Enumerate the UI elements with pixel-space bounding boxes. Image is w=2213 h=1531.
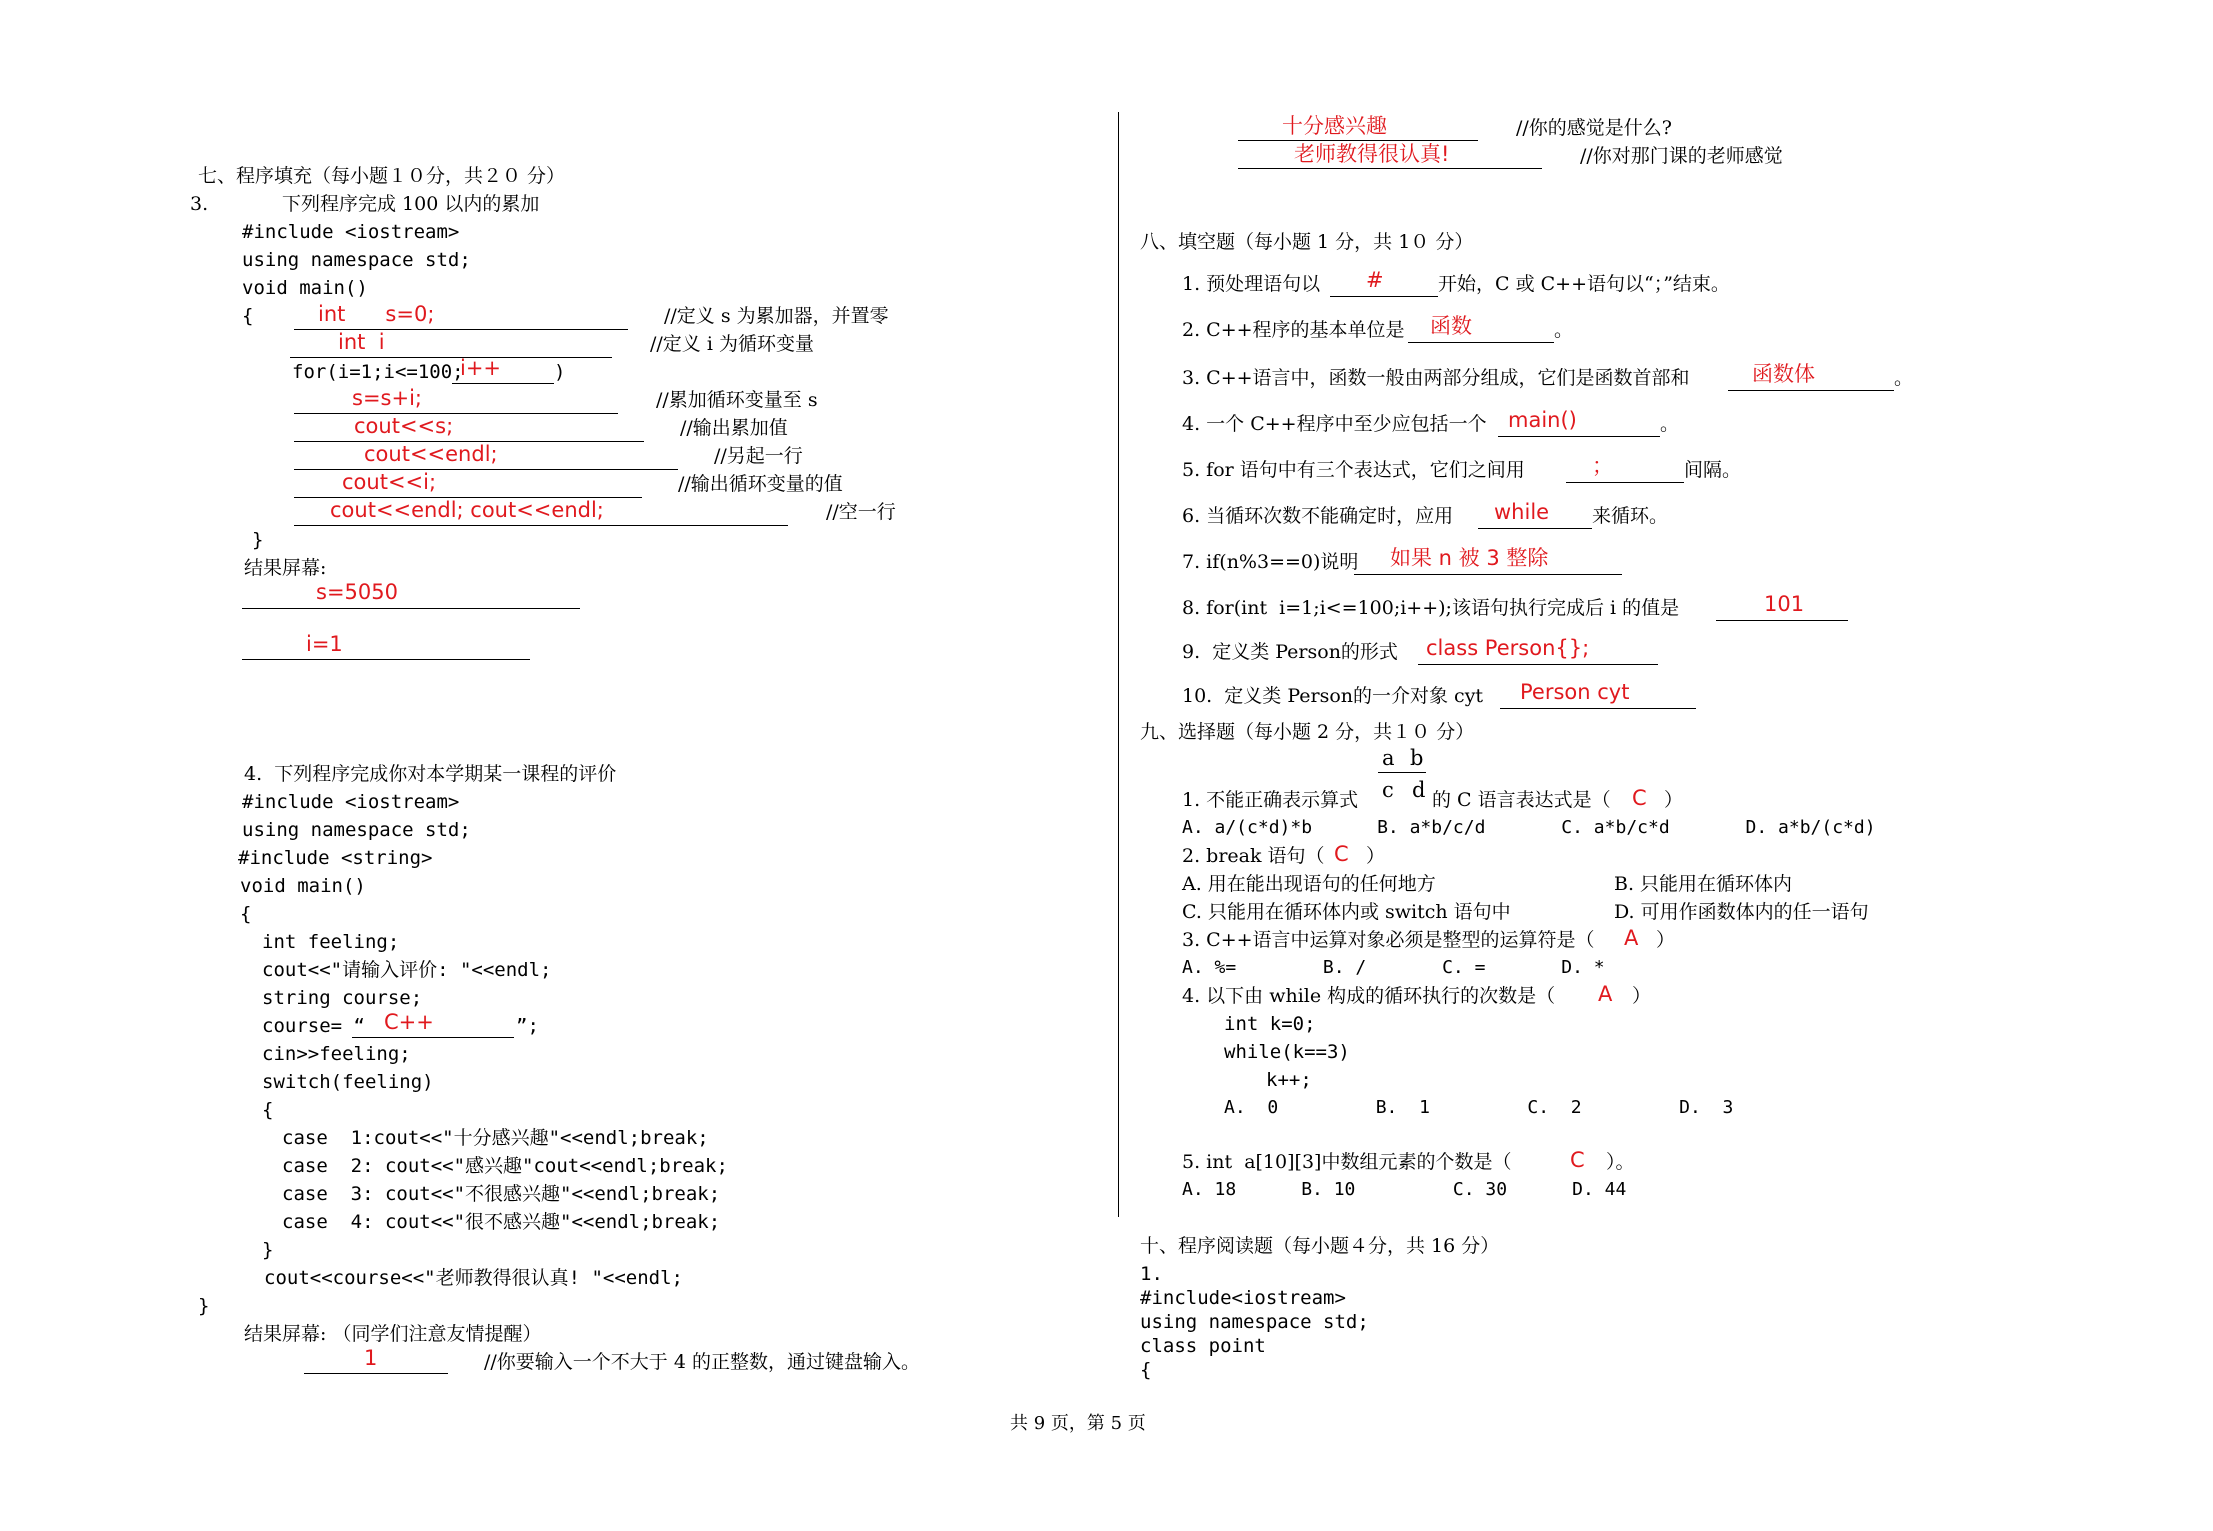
fill-4-text: 4. 一个 C++程序中至少应包括一个 (1182, 413, 1487, 435)
screen-label: 结果屏幕: （同学们注意友情提醒） (244, 1323, 542, 1345)
answer-underline (352, 1037, 514, 1038)
fill-5-text: 5. for 语句中有三个表达式，它们之间用 (1182, 459, 1525, 481)
code-line: using namespace std; (1140, 1311, 1369, 1333)
answer-3: i++ (460, 356, 502, 380)
fill-10-text: 10. 定义类 Person的一介对象 cyt (1182, 685, 1484, 707)
code-line: ) (554, 361, 566, 383)
answer-6: cout<<endl; (364, 442, 498, 466)
answer-underline (304, 1373, 448, 1374)
fill-2-text-end: 。 (1554, 319, 1574, 341)
fill-7-answer: 如果 n 被 3 整除 (1390, 546, 1549, 570)
choice-2-option-a: A. 用在能出现语句的任何地方 (1182, 873, 1436, 895)
choice-2-option-d: D. 可用作函数体内的任一语句 (1614, 901, 1869, 923)
code-comment: //空一行 (826, 501, 896, 523)
answer-underline (1478, 528, 1592, 529)
answer-course: C++ (384, 1010, 434, 1034)
code-line: ”; (516, 1015, 539, 1037)
section-7-title: 七、程序填充（每小题１０分，共２０ 分） (198, 165, 566, 187)
code-line: #include <string> (238, 847, 433, 869)
code-line: using namespace std; (242, 819, 471, 841)
answer-1: int s=0; (318, 302, 435, 326)
code-comment: //你要输入一个不大于 4 的正整数，通过键盘输入。 (484, 1351, 920, 1373)
fraction-d: d (1412, 778, 1426, 802)
top-answer-2: 老师教得很认真! (1294, 142, 1450, 166)
fill-3-text-end: 。 (1894, 367, 1914, 389)
column-divider (1118, 112, 1119, 1217)
fill-2-answer: 函数 (1430, 314, 1472, 338)
choice-4-options: A. 0 B. 1 C. 2 D. 3 (1224, 1097, 1734, 1118)
fill-7-text: 7. if(n%3==0)说明 (1182, 551, 1359, 573)
q4-description: 4. 下列程序完成你对本学期某一课程的评价 (244, 763, 617, 785)
answer-underline (1330, 296, 1438, 297)
code-line: int k=0; (1224, 1013, 1316, 1035)
answer-8: cout<<endl; cout<<endl; (330, 498, 604, 522)
code-comment: //累加循环变量至 s (656, 389, 818, 411)
fill-9-answer: class Person{}; (1426, 636, 1590, 660)
fill-5-text-end: 间隔。 (1684, 459, 1742, 481)
choice-1-text-end: ） (1664, 789, 1684, 811)
code-line: while(k==3) (1224, 1041, 1350, 1063)
code-line: int feeling; (262, 931, 400, 953)
answer-underline (1498, 436, 1660, 437)
choice-2-text: 2. break 语句（ (1182, 845, 1325, 867)
q3-description: 下列程序完成 100 以内的累加 (282, 193, 540, 215)
choice-3-options: A. %= B. / C. = D. * (1182, 957, 1605, 978)
answer-underline (1354, 574, 1622, 575)
choice-3-text-end: ） (1656, 929, 1676, 951)
code-line: case 2: cout<<"感兴趣"cout<<endl;break; (282, 1155, 728, 1177)
code-line: case 1:cout<<"十分感兴趣"<<endl;break; (282, 1127, 709, 1149)
code-line: 1. (1140, 1263, 1163, 1285)
choice-2-option-c: C. 只能用在循环体内或 switch 语句中 (1182, 901, 1511, 923)
q3-number: 3. (190, 193, 209, 215)
code-line: { (240, 903, 252, 925)
screen-output-1: s=5050 (316, 580, 398, 604)
code-line: } (262, 1239, 274, 1261)
answer-underline (1500, 708, 1696, 709)
answer-underline (294, 525, 788, 526)
answer-underline (1566, 482, 1684, 483)
code-line: void main() (240, 875, 366, 897)
code-comment: //定义 i 为循环变量 (650, 333, 814, 355)
choice-5-text: 5. int a[10][3]中数组元素的个数是（ (1182, 1151, 1512, 1173)
fill-4-text-end: 。 (1660, 413, 1680, 435)
fill-3-answer: 函数体 (1752, 362, 1815, 386)
fill-6-text-end: 来循环。 (1592, 505, 1669, 527)
answer-underline (1238, 140, 1478, 141)
code-line: { (242, 305, 254, 327)
code-line: } (198, 1295, 210, 1317)
answer-underline (1238, 168, 1542, 169)
code-line: } (252, 529, 264, 551)
code-line: string course; (262, 987, 423, 1009)
fill-1-text-end: 开始，C 或 C++语句以“；”结束。 (1438, 273, 1730, 295)
section-8-title: 八、填空题（每小题 1 分，共 1０ 分） (1140, 231, 1474, 253)
screen-output-2: i=1 (306, 632, 343, 656)
fill-9-text: 9. 定义类 Person的形式 (1182, 641, 1398, 663)
code-line: cout<<course<<"老师教得很认真! "<<endl; (264, 1267, 683, 1289)
choice-4-text-end: ） (1632, 985, 1652, 1007)
choice-3-text: 3. C++语言中运算对象必须是整型的运算符是（ (1182, 929, 1595, 951)
fill-2-text: 2. C++程序的基本单位是 (1182, 319, 1405, 341)
code-line: for(i=1;i<=100; (292, 361, 464, 383)
answer-underline (452, 383, 554, 384)
answer-2: int i (338, 330, 385, 354)
choice-2-answer: C (1334, 842, 1349, 866)
page-footer: 共 9 页，第 5 页 (1010, 1413, 1146, 1434)
choice-2-text-end: ） (1366, 845, 1386, 867)
fill-5-answer: ； (1592, 454, 1613, 478)
top-answer-1: 十分感兴趣 (1282, 114, 1387, 138)
code-line: class point (1140, 1335, 1266, 1357)
answer-underline (290, 357, 612, 358)
code-line: #include <iostream> (242, 791, 460, 813)
answer-underline (294, 413, 618, 414)
answer-5: cout<<s; (354, 414, 454, 438)
choice-5-text-end: ）。 (1606, 1151, 1635, 1173)
fill-6-text: 6. 当循环次数不能确定时，应用 (1182, 505, 1454, 527)
fill-1-text: 1. 预处理语句以 (1182, 273, 1321, 295)
fill-3-text: 3. C++语言中，函数一般由两部分组成，它们是函数首部和 (1182, 367, 1690, 389)
choice-4-text: 4. 以下由 while 构成的循环执行的次数是（ (1182, 985, 1556, 1007)
fill-4-answer: main() (1508, 408, 1577, 432)
code-line: #include<iostream> (1140, 1287, 1346, 1309)
code-line: cout<<"请输入评价: "<<endl; (262, 959, 552, 981)
answer-underline (242, 659, 530, 660)
section-9-title: 九、选择题（每小题 2 分，共１０ 分） (1140, 721, 1475, 743)
code-comment: //定义 s 为累加器，并置零 (664, 305, 889, 327)
code-line: using namespace std; (242, 249, 471, 271)
choice-1-options: A. a/(c*d)*b B. a*b/c/d C. a*b/c*d D. a*b/(c*d) (1182, 817, 1876, 838)
choice-3-answer: A (1624, 926, 1639, 950)
code-line: case 4: cout<<"很不感兴趣"<<endl;break; (282, 1211, 721, 1233)
fill-10-answer: Person cyt (1520, 680, 1630, 704)
code-line: k++; (1266, 1069, 1312, 1091)
fraction-a: a (1382, 746, 1395, 770)
answer-underline (242, 608, 580, 609)
code-line: { (1140, 1359, 1152, 1381)
choice-5-answer: C (1570, 1148, 1585, 1172)
answer-4: s=s+i; (352, 386, 422, 410)
code-comment: //另起一行 (714, 445, 803, 467)
screen-label: 结果屏幕: (244, 557, 327, 579)
code-comment: //你对那门课的老师感觉 (1580, 145, 1783, 167)
code-line: case 3: cout<<"不很感兴趣"<<endl;break; (282, 1183, 721, 1205)
choice-1-text: 1. 不能正确表示算式 (1182, 789, 1359, 811)
screen-output: 1 (364, 1346, 378, 1370)
code-line: { (262, 1099, 274, 1121)
code-comment: //输出累加值 (680, 417, 788, 439)
answer-underline (1408, 342, 1554, 343)
answer-underline (1418, 664, 1658, 665)
fill-8-text: 8. for(int i=1;i<=100;i++);该语句执行完成后 i 的值是 (1182, 597, 1680, 619)
code-line: #include <iostream> (242, 221, 460, 243)
answer-underline (1728, 390, 1894, 391)
code-comment: //输出循环变量的值 (678, 473, 843, 495)
fraction-bar (1378, 772, 1426, 773)
answer-7: cout<<i; (342, 470, 437, 494)
code-line: cin>>feeling; (262, 1043, 411, 1065)
choice-1-answer: C (1632, 786, 1647, 810)
code-comment: //你的感觉是什么? (1516, 117, 1672, 139)
code-line: switch(feeling) (262, 1071, 434, 1093)
choice-1-text-mid: 的 C 语言表达式是（ (1432, 789, 1611, 811)
choice-5-options: A. 18 B. 10 C. 30 D. 44 (1182, 1179, 1627, 1200)
section-10-title: 十、程序阅读题（每小题４分，共 16 分） (1140, 1235, 1500, 1257)
fill-6-answer: while (1494, 500, 1550, 524)
fraction-b: b (1410, 746, 1424, 770)
code-line: course= “ (262, 1015, 365, 1037)
fill-1-answer: # (1366, 268, 1384, 292)
answer-underline (1716, 620, 1848, 621)
choice-2-option-b: B. 只能用在循环体内 (1614, 873, 1793, 895)
code-line: void main() (242, 277, 368, 299)
fill-8-answer: 101 (1764, 592, 1805, 616)
fraction-c: c (1382, 778, 1394, 802)
choice-4-answer: A (1598, 982, 1613, 1006)
